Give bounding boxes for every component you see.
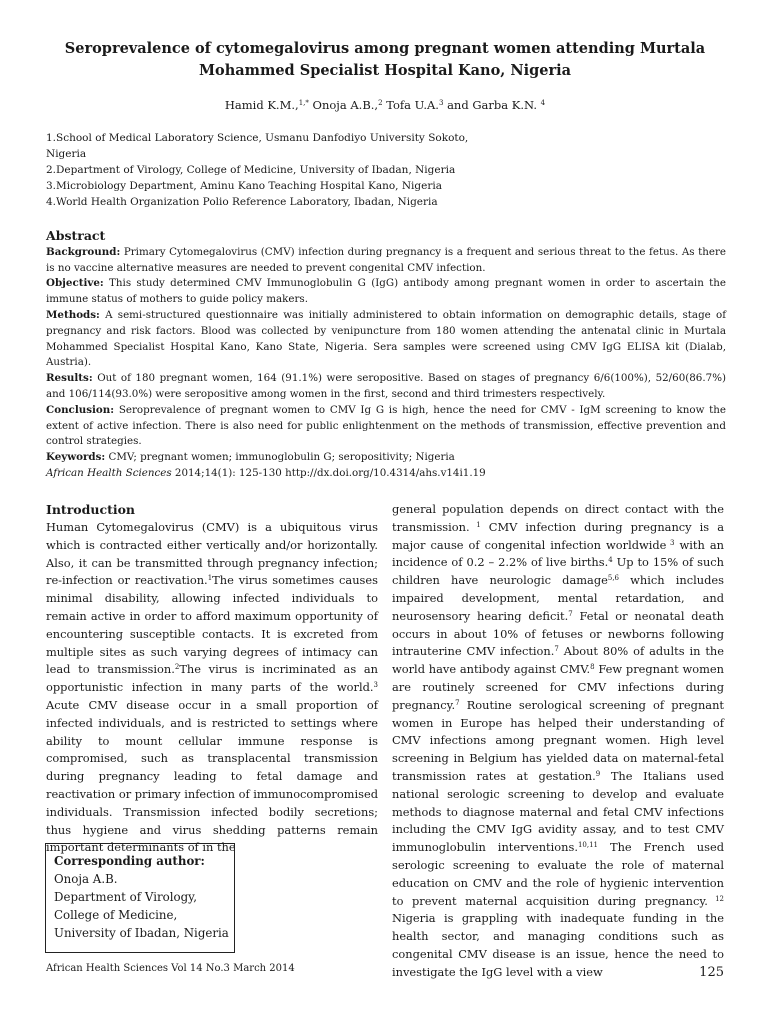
abstract-objective bbox=[46, 276, 726, 308]
author-affiliation-marker: 3 bbox=[438, 99, 444, 107]
abstract-conclusion bbox=[46, 403, 726, 450]
author-list bbox=[0, 97, 770, 113]
affiliation-line: Nigeria bbox=[46, 148, 87, 160]
corresponding-line: College of Medicine, bbox=[54, 908, 178, 922]
background-label: Background: bbox=[46, 245, 121, 258]
author-name: Onoja A.B., bbox=[308, 98, 379, 112]
methods-text: A semi-structured questionnaire was initially administered to obtain information on demographic details, stage of pregnancy and risk factors. Blood was collected by venipuncture from 180 women attending the antenatal clinic in Murtala Mohammed Specialist Hospital Kano, Kano State, Nigeria. Sera samples were screened using CMV IgG ELISA kit (Dialab, Austria). bbox=[46, 308, 726, 369]
intro-left-column bbox=[46, 501, 378, 857]
reference-marker[interactable]: 3 bbox=[373, 681, 378, 690]
reference-marker[interactable]: 1 bbox=[207, 574, 213, 583]
title-line-2: Mohammed Specialist Hospital Kano, Nigeria bbox=[198, 62, 572, 79]
reference-marker[interactable]: 2 bbox=[174, 663, 180, 672]
reference-marker[interactable]: 9 bbox=[595, 769, 601, 778]
corresponding-author-box bbox=[45, 843, 235, 953]
body-text: The virus sometimes causes minimal disability, allowing infected individuals to remain active in order to afford maximum opportunity of encountering susceptible contacts. It is excreted from multiple sites as such varying degrees of intimacy can lead to transmission. bbox=[46, 573, 378, 677]
body-text: About 80% of adults in the world have antibody against CMV. bbox=[392, 644, 724, 677]
affiliation-line: 4.World Health Organization Polio Reference Laboratory, Ibadan, Nigeria bbox=[46, 196, 438, 208]
body-text: general population depends on direct contact with the transmission. bbox=[392, 502, 724, 534]
reference-marker[interactable]: 8 bbox=[590, 663, 595, 672]
abstract bbox=[46, 228, 726, 482]
corresponding-line: Department of Virology, bbox=[54, 890, 197, 904]
reference-marker[interactable]: 1 bbox=[469, 520, 481, 529]
body-text: The Italians used national serologic screening to develop and evaluate methods to diagnose maternal and fetal CMV infections including the CMV IgG avidity assay, and to test CMV immunoglobulin interventions. bbox=[392, 768, 724, 855]
body-text: The virus is incriminated as an opportunistic infection in many parts of the world. bbox=[46, 662, 378, 695]
journal-footer: African Health Sciences Vol 14 No.3 March 2014 bbox=[46, 963, 295, 974]
results-text: Out of 180 pregnant women, 164 (91.1%) were seropositive. Based on stages of pregnancy 6/6(100%), 52/60(86.7%) and 106/114(93.0%) were seropositive among women in the first, second and third trimesters respectively. bbox=[46, 372, 726, 400]
article-title bbox=[40, 38, 730, 82]
author-affiliation-marker: 4 bbox=[540, 99, 546, 107]
affiliation-line: 2.Department of Virology, College of Medicine, University of Ibadan, Nigeria bbox=[46, 164, 456, 176]
conclusion-label: Conclusion: bbox=[46, 403, 115, 416]
intro-left-text bbox=[46, 519, 378, 857]
body-text: with an incidence of 0.2 – 2.2% of live births. bbox=[392, 537, 724, 570]
results-label: Results: bbox=[46, 372, 93, 385]
body-text: Routine serological screening of pregnant women in Europe has helped their understanding of CMV infections among pregnant women. High level screening in Belgium has yielded data on maternal-fetal transmission rates at gestation. bbox=[392, 697, 724, 783]
keywords-text: CMV; pregnant women; immunoglobulin G; seropositivity; Nigeria bbox=[108, 451, 455, 464]
reference-marker[interactable]: 10,11 bbox=[577, 841, 598, 850]
author-name: Tofa U.A. bbox=[382, 98, 439, 112]
corresponding-heading: Corresponding author: bbox=[54, 854, 205, 868]
body-text: Few pregnant women are routinely screened for CMV infections during pregnancy. bbox=[392, 662, 724, 712]
citation-journal: African Health Sciences bbox=[46, 466, 172, 479]
body-text: Acute CMV disease occur in a small proportion of infected individuals, and is restricted to settings where ability to mount cellular immune response is compromised, such as transplacental transmission during pregnancy leading to fetal damage and reactivation or primary infection of immunocompromised individuals. Transmission infected bodily secretions; thus hygiene and virus shedding patterns remain important determinants of in the bbox=[46, 697, 379, 855]
reference-marker[interactable]: 3 bbox=[666, 538, 675, 547]
conclusion-text: Seroprevalence of pregnant women to CMV Ig G is high, hence the need for CMV - IgM screening to know the extent of active infection. There is also need for public enlightenment on the methods of transmission, effective prevention and control strategies. bbox=[46, 403, 727, 448]
intro-right-text bbox=[392, 501, 724, 982]
title-line-1: Seroprevalence of cytomegalovirus among pregnant women attending Murtala bbox=[64, 40, 706, 57]
reference-marker[interactable]: 7 bbox=[568, 609, 573, 618]
abstract-background bbox=[46, 245, 726, 277]
body-text: The French used serologic screening to evaluate the role of maternal education on CMV and the role of hygienic intervention to prevent maternal acquisition during pregnancy. bbox=[392, 840, 724, 908]
corresponding-line: University of Ibadan, Nigeria bbox=[54, 926, 229, 940]
body-text: Human Cytomegalovirus (CMV) is a ubiquitous virus which is contracted either vertically and/or horizontally. Also, it can be transmitted through pregnancy infection; re-infection or reactivation. bbox=[46, 520, 378, 588]
citation-doi[interactable]: 2014;14(1): 125-130 http://dx.doi.org/10.4314/ahs.v14i1.19 bbox=[174, 466, 486, 479]
body-text: CMV infection during pregnancy is a major cause of congenital infection worldwide bbox=[392, 519, 724, 552]
affiliation-line: 3.Microbiology Department, Aminu Kano Teaching Hospital Kano, Nigeria bbox=[46, 180, 442, 192]
author-affiliation-marker: 1,* bbox=[298, 99, 309, 107]
reference-marker[interactable]: 4 bbox=[608, 556, 613, 565]
intro-right-column bbox=[392, 501, 724, 982]
background-text: Primary Cytomegalovirus (CMV) infection during pregnancy is a frequent and serious threat to the fetus. As there is no vaccine alternative measures are needed to prevent congenital CMV infection. bbox=[46, 245, 726, 274]
abstract-methods bbox=[46, 308, 726, 371]
author-name: Hamid K.M., bbox=[224, 98, 299, 112]
citation bbox=[46, 466, 726, 482]
keywords-label: Keywords: bbox=[46, 451, 106, 464]
affiliation-line: 1.School of Medical Laboratory Science, Usmanu Danfodiyo University Sokoto, bbox=[46, 132, 469, 144]
reference-marker[interactable]: 12 bbox=[707, 894, 724, 903]
objective-label: Objective: bbox=[46, 277, 104, 290]
intro-heading: Introduction bbox=[46, 502, 136, 517]
abstract-heading: Abstract bbox=[46, 228, 106, 243]
body-text: which includes impaired development, mental retardation, and neurosensory hearing deficit. bbox=[392, 573, 724, 623]
body-text: Nigeria is grappling with inadequate funding in the health sector, and managing conditions such as congenital CMV disease is an issue, hence the need to investigate the IgG level with a view bbox=[392, 911, 724, 979]
body-text: Up to 15% of such children have neurologic damage bbox=[392, 555, 725, 588]
abstract-keywords bbox=[46, 450, 726, 466]
reference-marker[interactable]: 5,6 bbox=[607, 574, 619, 583]
abstract-results bbox=[46, 371, 726, 403]
affiliations bbox=[46, 130, 506, 210]
methods-label: Methods: bbox=[46, 308, 100, 321]
author-affiliation-marker: 2 bbox=[378, 99, 383, 107]
body-text: Fetal or neonatal death occurs in about 10% of fetuses or newborns following intrauterine CMV infection. bbox=[392, 608, 724, 659]
reference-marker[interactable]: 7 bbox=[455, 698, 460, 707]
reference-marker[interactable]: 7 bbox=[554, 645, 559, 654]
objective-text: This study determined CMV Immunoglobulin G (IgG) antibody among pregnant women in order to ascertain the immune status of mothers to guide policy makers. bbox=[46, 277, 726, 306]
corresponding-line: Onoja A.B. bbox=[54, 872, 118, 886]
author-name: and Garba K.N. bbox=[443, 98, 541, 112]
page-number: 125 bbox=[699, 965, 724, 980]
